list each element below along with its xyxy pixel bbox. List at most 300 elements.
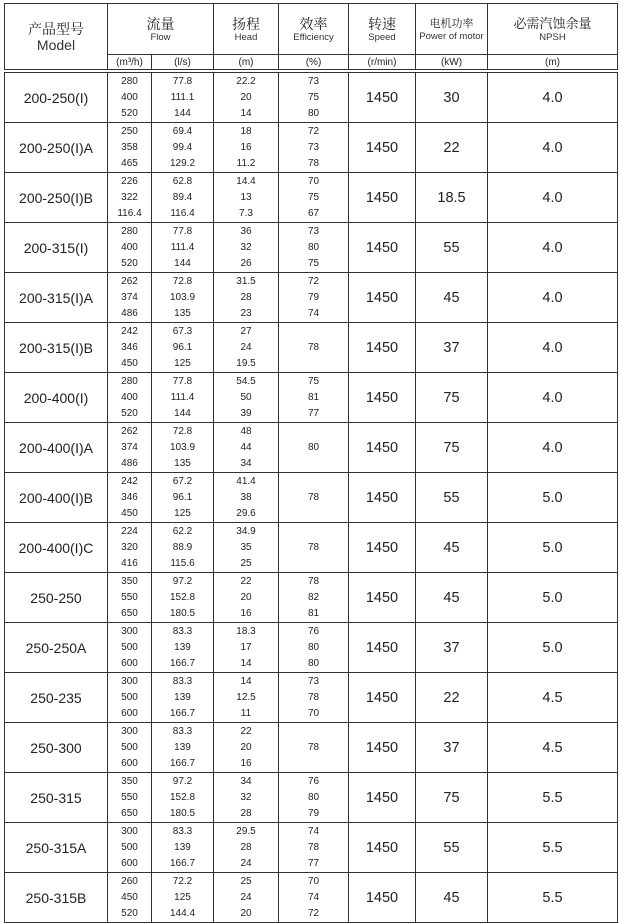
flow-m3h-cell [108,673,152,723]
flow-ls-cell [152,673,214,723]
flow-ls-cell-value: 72.2 [172,875,193,887]
flow-ls-cell [152,873,214,923]
head-cell [214,173,279,223]
flow-m3h-cell-value: 400 [121,91,138,103]
head-cell-value: 34 [240,457,252,469]
efficiency-cell-value: 74 [307,891,320,903]
speed-cell: 1450 [349,823,416,873]
flow-ls-cell-value: 129.2 [169,157,196,169]
head-cell-value: 29.6 [236,507,256,519]
flow-m3h-cell [108,723,152,773]
head-cell [214,623,279,673]
npsh-cell: 4.0 [488,273,618,323]
head-cell-value: 25 [240,875,252,887]
table-row [5,823,618,873]
head-cell-value: 14 [240,107,252,119]
table-row [5,373,618,423]
power-cell: 55 [416,473,488,523]
npsh-cell: 5.0 [488,623,618,673]
npsh-cell: 5.5 [488,823,618,873]
header-power: 电机功率 Power of motor [416,4,488,55]
head-cell-value: 39 [240,407,252,419]
head-cell-value: 28 [240,291,252,303]
head-cell-value: 14.4 [236,175,256,187]
efficiency-cell-value: 75 [307,257,320,269]
speed-cell: 1450 [349,623,416,673]
efficiency-cell-value: 77 [307,407,320,419]
head-cell-value: 20 [240,591,252,603]
flow-ls-cell-value: 62.2 [172,525,193,537]
npsh-cell: 5.0 [488,473,618,523]
efficiency-cell-value: 82 [307,591,320,603]
table-row [5,573,618,623]
efficiency-cell-value: 73 [307,225,320,237]
efficiency-cell-value: 80 [307,641,320,653]
model-cell: 200-315(I) [5,223,108,273]
header-efficiency: 效率 Efficiency [279,4,349,55]
flow-m3h-cell [108,273,152,323]
flow-ls-cell-value: 97.2 [172,575,193,587]
head-cell-value: 20 [240,907,252,919]
table-row [5,473,618,523]
head-cell-value: 22.2 [236,75,256,87]
speed-cell: 1450 [349,473,416,523]
power-cell: 55 [416,823,488,873]
efficiency-cell-value: 79 [307,291,320,303]
efficiency-cell-value: 70 [307,875,320,887]
efficiency-cell-value: 72 [307,125,320,137]
power-cell: 22 [416,123,488,173]
efficiency-cell-value: 74 [307,825,320,837]
speed-cell: 1450 [349,423,416,473]
flow-ls-cell-value: 67.2 [172,475,193,487]
flow-m3h-cell-value: 280 [121,375,138,387]
flow-m3h-cell [108,573,152,623]
flow-m3h-cell [108,373,152,423]
flow-ls-cell [152,223,214,273]
flow-ls-cell-value: 152.8 [169,591,196,603]
efficiency-cell [279,323,349,373]
flow-ls-cell-value: 77.8 [172,225,193,237]
flow-ls-cell [152,573,214,623]
npsh-cell: 4.0 [488,373,618,423]
flow-ls-cell-value: 166.7 [169,857,196,869]
speed-cell: 1450 [349,373,416,423]
head-cell-value: 38 [240,491,252,503]
flow-m3h-cell-value: 520 [121,407,138,419]
efficiency-cell-value: 67 [307,207,320,219]
head-cell-value: 16 [240,607,252,619]
model-cell: 200-400(I) [5,373,108,423]
flow-m3h-cell-value: 500 [121,841,138,853]
efficiency-cell-value: 78 [307,691,320,703]
efficiency-cell-value: 79 [307,807,320,819]
power-cell: 55 [416,223,488,273]
model-cell: 200-250(I)B [5,173,108,223]
table-row [5,173,618,223]
flow-ls-cell [152,823,214,873]
efficiency-cell-value: 78 [307,575,320,587]
flow-m3h-cell [108,773,152,823]
power-cell: 37 [416,723,488,773]
head-cell-value: 14 [240,675,252,687]
flow-m3h-cell-value: 280 [121,225,138,237]
flow-ls-cell-value: 166.7 [169,757,196,769]
flow-m3h-cell-value: 650 [121,607,138,619]
flow-m3h-cell [108,223,152,273]
flow-ls-cell-value: 125 [174,507,191,519]
unit-power: (kW) [416,55,488,70]
flow-m3h-cell-value: 350 [121,775,138,787]
flow-m3h-cell [108,523,152,573]
head-cell-value: 29.5 [236,825,256,837]
efficiency-cell-value: 78 [307,341,320,353]
flow-ls-cell [152,123,214,173]
efficiency-cell-value: 75 [307,375,320,387]
flow-ls-cell-value: 144 [174,107,191,119]
flow-ls-cell [152,473,214,523]
flow-m3h-cell-value: 550 [121,791,138,803]
table-row [5,773,618,823]
head-cell [214,323,279,373]
flow-m3h-cell-value: 346 [121,341,138,353]
flow-ls-cell-value: 83.3 [172,725,193,737]
flow-ls-cell-value: 125 [174,357,191,369]
head-cell-value: 25 [240,557,252,569]
head-cell-value: 18.3 [236,625,256,637]
flow-ls-cell-value: 69.4 [172,125,193,137]
speed-cell: 1450 [349,273,416,323]
speed-cell: 1450 [349,73,416,123]
model-cell: 200-400(I)A [5,423,108,473]
speed-cell: 1450 [349,673,416,723]
efficiency-cell-value: 78 [307,157,320,169]
flow-ls-cell-value: 88.9 [172,541,193,553]
flow-ls-cell-value: 180.5 [169,607,196,619]
flow-ls-cell-value: 166.7 [169,707,196,719]
flow-m3h-cell-value: 500 [121,641,138,653]
flow-m3h-cell-value: 486 [121,307,138,319]
power-cell: 37 [416,623,488,673]
head-cell-value: 23 [240,307,252,319]
model-cell: 250-315 [5,773,108,823]
flow-m3h-cell-value: 226 [121,175,138,187]
efficiency-cell-value: 74 [307,307,320,319]
efficiency-cell-value: 72 [307,907,320,919]
efficiency-cell-value: 70 [307,175,320,187]
flow-ls-cell-value: 180.5 [169,807,196,819]
flow-m3h-cell-value: 450 [121,891,138,903]
flow-ls-cell-value: 144.4 [169,907,196,919]
head-cell-value: 16 [240,757,252,769]
efficiency-cell-value: 73 [307,675,320,687]
flow-m3h-cell [108,173,152,223]
flow-ls-cell-value: 111.1 [170,91,195,103]
unit-efficiency: (%) [279,55,349,70]
header-row [5,4,618,55]
flow-ls-cell-value: 144 [174,407,191,419]
unit-flow-ls: (l/s) [152,55,214,70]
head-cell [214,573,279,623]
efficiency-cell [279,73,349,123]
head-cell [214,873,279,923]
flow-m3h-cell-value: 300 [121,675,138,687]
head-cell-value: 32 [240,791,252,803]
head-cell-value: 34.9 [236,525,256,537]
speed-cell: 1450 [349,323,416,373]
head-cell-value: 24 [240,891,252,903]
speed-cell: 1450 [349,123,416,173]
efficiency-cell-value: 80 [307,107,320,119]
flow-m3h-cell [108,323,152,373]
flow-m3h-cell [108,823,152,873]
flow-m3h-cell-value: 465 [121,157,138,169]
unit-speed: (r/min) [349,55,416,70]
head-cell [214,123,279,173]
pump-spec-table [4,3,618,923]
efficiency-cell [279,373,349,423]
efficiency-cell-value: 75 [307,91,320,103]
table-row [5,223,618,273]
efficiency-cell-value: 80 [307,657,320,669]
head-cell [214,373,279,423]
efficiency-cell [279,273,349,323]
flow-ls-cell-value: 72.8 [172,275,193,287]
power-cell: 37 [416,323,488,373]
efficiency-cell-value: 76 [307,625,320,637]
table-row [5,273,618,323]
efficiency-cell [279,573,349,623]
efficiency-cell-value: 80 [307,441,320,453]
efficiency-cell [279,873,349,923]
flow-m3h-cell-value: 260 [121,875,138,887]
flow-ls-cell [152,73,214,123]
head-cell-value: 14 [240,657,252,669]
unit-head: (m) [214,55,279,70]
flow-ls-cell [152,323,214,373]
flow-m3h-cell [108,423,152,473]
flow-m3h-cell-value: 322 [121,191,138,203]
model-cell: 250-300 [5,723,108,773]
npsh-cell: 5.5 [488,773,618,823]
model-cell: 200-400(I)C [5,523,108,573]
efficiency-cell [279,773,349,823]
flow-ls-cell-value: 83.3 [172,625,193,637]
flow-m3h-cell-value: 550 [121,591,138,603]
flow-ls-cell-value: 103.9 [169,291,196,303]
head-cell-value: 22 [240,725,252,737]
flow-ls-cell [152,773,214,823]
efficiency-cell-value: 70 [307,707,320,719]
flow-ls-cell [152,373,214,423]
head-cell [214,423,279,473]
flow-ls-cell-value: 116.4 [170,207,195,219]
flow-ls-cell-value: 97.2 [172,775,193,787]
npsh-cell: 5.0 [488,523,618,573]
flow-ls-cell [152,273,214,323]
model-cell: 200-315(I)A [5,273,108,323]
head-cell-value: 18 [240,125,252,137]
head-cell-value: 24 [240,341,252,353]
efficiency-cell [279,673,349,723]
flow-ls-cell-value: 103.9 [169,441,196,453]
efficiency-cell-value: 81 [307,391,320,403]
table-row [5,723,618,773]
efficiency-cell [279,423,349,473]
flow-m3h-cell-value: 486 [121,457,138,469]
efficiency-cell-value: 76 [307,775,320,787]
flow-m3h-cell-value: 358 [121,141,138,153]
head-cell-value: 20 [240,741,252,753]
table-row [5,673,618,723]
efficiency-cell [279,173,349,223]
efficiency-cell-value: 73 [307,141,320,153]
flow-m3h-cell-value: 450 [121,357,138,369]
speed-cell: 1450 [349,873,416,923]
efficiency-cell [279,723,349,773]
power-cell: 18.5 [416,173,488,223]
speed-cell: 1450 [349,523,416,573]
power-cell: 45 [416,573,488,623]
flow-ls-cell [152,723,214,773]
flow-m3h-cell-value: 600 [121,707,138,719]
flow-ls-cell [152,523,214,573]
header-model: 产品型号 Model [5,4,108,70]
flow-m3h-cell-value: 600 [121,857,138,869]
flow-ls-cell-value: 139 [174,741,191,753]
flow-m3h-cell-value: 242 [121,475,138,487]
model-cell: 250-315A [5,823,108,873]
flow-m3h-cell-value: 500 [121,691,138,703]
flow-m3h-cell-value: 600 [121,657,138,669]
flow-m3h-cell-value: 400 [121,391,138,403]
flow-m3h-cell-value: 520 [121,257,138,269]
power-cell: 75 [416,373,488,423]
flow-m3h-cell-value: 374 [121,291,138,303]
table-row [5,423,618,473]
model-cell: 250-235 [5,673,108,723]
head-cell-value: 54.5 [236,375,256,387]
unit-flow-m3h: (m³/h) [108,55,152,70]
efficiency-cell [279,223,349,273]
head-cell-value: 28 [240,807,252,819]
flow-m3h-cell-value: 350 [121,575,138,587]
flow-m3h-cell [108,73,152,123]
model-cell: 200-315(I)B [5,323,108,373]
flow-m3h-cell-value: 650 [121,807,138,819]
npsh-cell: 5.0 [488,573,618,623]
flow-ls-cell-value: 67.3 [172,325,193,337]
model-cell: 200-250(I)A [5,123,108,173]
efficiency-cell [279,473,349,523]
speed-cell: 1450 [349,173,416,223]
flow-ls-cell-value: 135 [174,307,191,319]
npsh-cell: 4.0 [488,423,618,473]
flow-ls-cell-value: 139 [174,641,191,653]
flow-ls-cell-value: 166.7 [169,657,196,669]
flow-m3h-cell-value: 320 [121,541,138,553]
flow-ls-cell-value: 96.1 [172,491,193,503]
head-cell-value: 50 [240,391,252,403]
table-body [5,70,618,923]
flow-ls-cell-value: 152.8 [169,791,196,803]
efficiency-cell-value: 80 [307,791,320,803]
flow-m3h-cell-value: 400 [121,241,138,253]
head-cell [214,673,279,723]
flow-ls-cell-value: 111.4 [170,391,195,403]
flow-ls-cell [152,423,214,473]
npsh-cell: 4.5 [488,673,618,723]
flow-ls-cell [152,623,214,673]
flow-ls-cell-value: 77.8 [172,75,193,87]
flow-m3h-cell-value: 450 [121,507,138,519]
head-cell-value: 7.3 [239,207,253,219]
efficiency-cell-value: 78 [307,741,320,753]
power-cell: 45 [416,523,488,573]
head-cell [214,823,279,873]
model-cell: 250-250 [5,573,108,623]
model-cell: 200-400(I)B [5,473,108,523]
head-cell-value: 12.5 [236,691,256,703]
head-cell-value: 13 [240,191,252,203]
head-cell-value: 48 [240,425,252,437]
flow-m3h-cell-value: 346 [121,491,138,503]
flow-m3h-cell-value: 242 [121,325,138,337]
head-cell-value: 16 [240,141,252,153]
speed-cell: 1450 [349,723,416,773]
head-cell-value: 17 [240,641,252,653]
head-cell-value: 20 [240,91,252,103]
flow-ls-cell-value: 111.4 [170,241,195,253]
flow-ls-cell-value: 62.8 [172,175,193,187]
flow-ls-cell-value: 115.6 [170,557,195,569]
flow-m3h-cell-value: 600 [121,757,138,769]
flow-m3h-cell-value: 300 [121,625,138,637]
flow-m3h-cell-value: 280 [121,75,138,87]
efficiency-cell-value: 77 [307,857,320,869]
efficiency-cell [279,823,349,873]
efficiency-cell-value: 81 [307,607,320,619]
flow-m3h-cell-value: 520 [121,907,138,919]
npsh-cell: 4.0 [488,223,618,273]
head-cell-value: 24 [240,857,252,869]
head-cell-value: 11 [240,707,252,719]
npsh-cell: 4.0 [488,73,618,123]
efficiency-cell-value: 75 [307,191,320,203]
head-cell [214,773,279,823]
flow-ls-cell-value: 96.1 [172,341,193,353]
efficiency-cell [279,523,349,573]
flow-m3h-cell [108,623,152,673]
efficiency-cell [279,123,349,173]
head-cell-value: 26 [240,257,252,269]
head-cell-value: 28 [240,841,252,853]
flow-m3h-cell-value: 300 [121,725,138,737]
flow-m3h-cell-value: 250 [121,125,138,137]
head-cell [214,223,279,273]
speed-cell: 1450 [349,223,416,273]
head-cell [214,73,279,123]
efficiency-cell-value: 73 [307,75,320,87]
flow-ls-cell-value: 125 [174,891,191,903]
flow-m3h-cell-value: 374 [121,441,138,453]
efficiency-cell-value: 78 [307,541,320,553]
flow-ls-cell [152,173,214,223]
head-cell [214,473,279,523]
npsh-cell: 4.0 [488,123,618,173]
table-row [5,623,618,673]
header-flow: 流量 Flow [108,4,214,55]
